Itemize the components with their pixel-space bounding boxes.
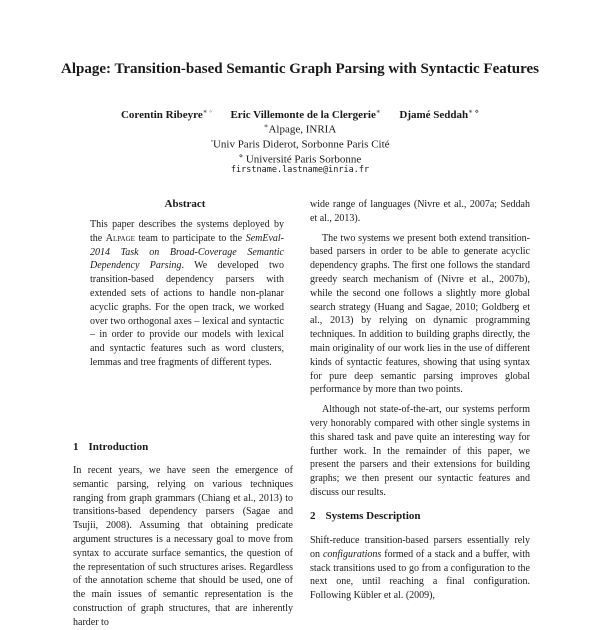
section-number: 2 [310,510,316,522]
affiliation-text: Univ Paris Diderot, Sorbonne Paris Cité [212,138,390,151]
paragraph: Although not state-of-the-art, our systems perform very honorably compared with other single systems in this shared task and pave quite an interesting way for further work. In the remainder of this paper, we present the parsers and their extensions for building graphs; we then present our syntactic features and discuss our results. [310,404,530,498]
author-affil-marks: ∗ [375,107,381,115]
text-run: formed of a stack and a buffer, with stack transitions used to go from a configuration to the next one, until reaching a final configuration. Following Kübler et al. (2009), [310,548,531,602]
paragraph: In recent years, we have seen the emergence of semantic parsing, relying on various techniques ranging from graph grammars (Chiang et al., 2013) to transitions-based dependency parsers (Sagae and Tsujii, 2008). Assuming that obtaining predicate argument structures is a necessary goal to move from syntax to accurate surface semantics, the question of the representation of such structures arises. Regardless of the annotation scheme that should be used, one of the main issues of semantic representation is the construction of graph structures, that are inherently harder to [73,465,293,628]
section-heading-systems [310,510,421,522]
task-name: SemEval-2014 Task on Broad-Coverage Semantic Dependency Parsing [90,232,285,272]
contact-email: firstname.lastname@inria.fr [230,165,370,175]
author-affil-marks: ∗ ◦ [202,107,212,115]
author-name: Eric Villemonte de la Clergerie [230,108,376,121]
paragraph: The two systems we present both extend transition-based parsers in order to be able to generate acyclic dependency graphs. The first one follows the standard greedy search mechanism of (Nivre et al., 2007b), while the second one follows a slightly more global search strategy (Huang and Sagae, 2010; Goldberg et al., 2013) by relying on dynamic programming techniques. In addition to building graphs directly, the main originality of our work lies in the use of different kinds of syntactic features, showing that using syntax for pure deep semantic parsing improves global performance by more than two points. [310,232,530,396]
abstract-part: team to participate to the [134,232,246,244]
abstract-heading: Abstract [164,198,206,210]
abstract-text [90,218,284,370]
section-heading-introduction [73,441,148,453]
abstract-part: This paper describes the systems deployed by the [90,219,284,244]
affiliation-text: Alpage, INRIA [268,123,337,136]
author-name: Djamé Seddah [399,108,469,121]
section-title: Systems Description [325,510,421,522]
author-name: Corentin Ribeyre [120,108,203,121]
affiliation-mark: ◦ [210,137,213,145]
team-name: Alpage [105,232,135,244]
affiliation-mark: ∗ [263,122,269,130]
paper-title: Alpage: Transition-based Semantic Graph Parsing with Syntactic Features [61,61,539,77]
section-title: Introduction [88,441,149,453]
paragraph: wide range of languages (Nivre et al., 2007a; Seddah et al., 2013). [310,199,530,224]
right-column-body [310,198,530,500]
emphasis: configurations [322,548,382,560]
section-number: 1 [73,441,79,453]
text-run: Shift-reduce transition-based parsers essentially rely on [310,535,530,560]
left-column-body [73,464,293,630]
affiliation-mark: ⋄ [238,152,244,160]
abstract-part: . We developed two transition-based dependency parsers with extended sets of actions to handle non-planar acyclic graphs. For the open track, we worked over two orthogonal axes – lexical and syntactic – in order to provide our models with lexical and syntactic features such as word clusters, lemmas and tree fragments of different types. [90,260,284,368]
paragraph [310,534,530,603]
affiliation-3 [60,149,540,167]
affiliation-text: Université Paris Sorbonne [245,153,362,166]
author-affil-marks: ∗ ⋄ [468,107,480,115]
systems-description-body [310,534,530,603]
